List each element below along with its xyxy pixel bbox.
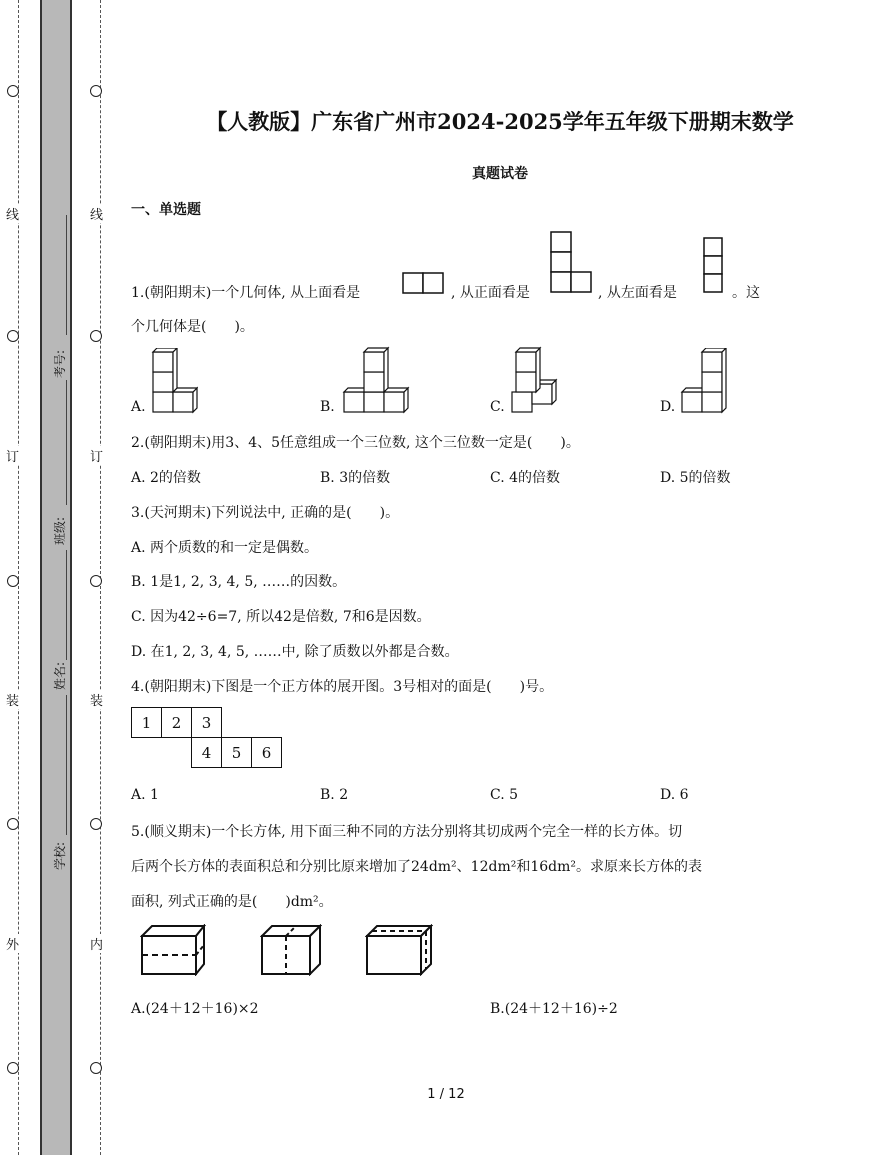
field-label-school: 学校:	[53, 841, 67, 870]
binder-char: 线	[90, 204, 103, 223]
field-label-class: 班级:	[53, 516, 67, 545]
q1-option-c-cube-figure	[508, 344, 562, 414]
field-line	[66, 215, 67, 335]
section-heading: 一、单选题	[131, 202, 201, 218]
q2-option-a[interactable]: A. 2的倍数	[131, 470, 201, 486]
net-face: 3	[192, 708, 222, 738]
q1-option-d-cube-figure	[678, 348, 728, 414]
binder-hole	[90, 1062, 102, 1074]
q3-option-d[interactable]: D. 在1, 2, 3, 4, 5, ……中, 除了质数以外都是合数。	[131, 644, 459, 660]
net-face: 2	[162, 708, 192, 738]
q4-option-d[interactable]: D. 6	[660, 787, 689, 803]
q4-cube-net	[131, 707, 282, 768]
q5-cut-figure-depth	[365, 924, 433, 976]
q1-top-view-figure	[402, 272, 444, 294]
q1-text-part: 个几何体是( )。	[131, 319, 254, 335]
net-face: 6	[252, 738, 282, 768]
q5-text-line: 5.(顺义期末)一个长方体, 用下面三种不同的方法分别将其切成两个完全一样的长方体。切	[131, 824, 683, 840]
page-number: 1 / 12	[427, 1087, 465, 1102]
q1-option-a-label[interactable]: A.	[131, 399, 146, 415]
q1-front-view-figure	[550, 231, 592, 294]
binder-char: 线	[6, 204, 19, 223]
q1-text-part: , 从左面看是	[598, 285, 677, 301]
q3-text: 3.(天河期末)下列说法中, 正确的是( )。	[131, 505, 400, 521]
binder-char: 外	[6, 934, 19, 953]
q5-text-line: 后两个长方体的表面积总和分别比原来增加了24dm²、12dm²和16dm²。求原来长方体的表	[131, 859, 702, 875]
binder-hole	[90, 818, 102, 830]
binding-strip	[40, 0, 72, 1155]
q3-option-b[interactable]: B. 1是1, 2, 3, 4, 5, ……的因数。	[131, 574, 347, 590]
field-line	[66, 380, 67, 505]
q1-left-view-figure	[703, 237, 725, 293]
binder-char: 订	[6, 446, 19, 465]
binder-hole	[7, 818, 19, 830]
field-label-exam-number: 考号:	[53, 349, 67, 378]
q1-option-d-label[interactable]: D.	[660, 399, 676, 415]
binder-hole	[7, 575, 19, 587]
q5-text-line: 面积, 列式正确的是( )dm²。	[131, 894, 333, 910]
q4-option-a[interactable]: A. 1	[131, 787, 159, 803]
q3-option-c[interactable]: C. 因为42÷6=7, 所以42是倍数, 7和6是因数。	[131, 609, 431, 625]
binder-hole	[90, 575, 102, 587]
q5-option-a[interactable]: A.(24＋12＋16)×2	[131, 1001, 259, 1017]
q1-option-b-label[interactable]: B.	[320, 399, 335, 415]
q1-option-b-cube-figure	[340, 344, 410, 414]
q4-option-b[interactable]: B. 2	[320, 787, 349, 803]
binder-hole	[90, 330, 102, 342]
q2-option-c[interactable]: C. 4的倍数	[490, 470, 561, 486]
q1-option-c-label[interactable]: C.	[490, 399, 505, 415]
q5-option-b[interactable]: B.(24＋12＋16)÷2	[490, 1001, 618, 1017]
net-face: 5	[222, 738, 252, 768]
q5-cut-figure-horizontal	[140, 924, 206, 976]
field-line	[66, 695, 67, 835]
q3-option-a[interactable]: A. 两个质数的和一定是偶数。	[131, 540, 319, 556]
document-subtitle: 真题试卷	[472, 166, 528, 182]
binding-margin	[0, 0, 104, 1155]
binder-hole	[7, 330, 19, 342]
q1-text-part: 。这	[732, 285, 760, 301]
field-label-name: 姓名:	[53, 661, 67, 690]
q4-option-c[interactable]: C. 5	[490, 787, 519, 803]
document-title: 【人教版】广东省广州市2024-2025学年五年级下册期末数学	[206, 109, 794, 134]
binder-char: 内	[90, 934, 103, 953]
binder-hole	[90, 85, 102, 97]
q2-text: 2.(朝阳期末)用3、4、5任意组成一个三位数, 这个三位数一定是( )。	[131, 435, 580, 451]
q2-option-d[interactable]: D. 5的倍数	[660, 470, 731, 486]
net-face: 4	[192, 738, 222, 768]
binder-hole	[7, 85, 19, 97]
binder-char: 订	[90, 446, 103, 465]
q4-text: 4.(朝阳期末)下图是一个正方体的展开图。3号相对的面是( )号。	[131, 679, 554, 695]
binder-char: 装	[6, 690, 19, 709]
q1-text-part: , 从正面看是	[451, 285, 530, 301]
q1-option-a-cube-figure	[148, 348, 198, 414]
field-line	[66, 550, 67, 660]
q1-text-part: 1.(朝阳期末)一个几何体, 从上面看是	[131, 285, 361, 301]
net-face: 1	[132, 708, 162, 738]
q5-cut-figure-vertical	[260, 924, 322, 976]
binder-hole	[7, 1062, 19, 1074]
binder-char: 装	[90, 690, 103, 709]
q2-option-b[interactable]: B. 3的倍数	[320, 470, 391, 486]
